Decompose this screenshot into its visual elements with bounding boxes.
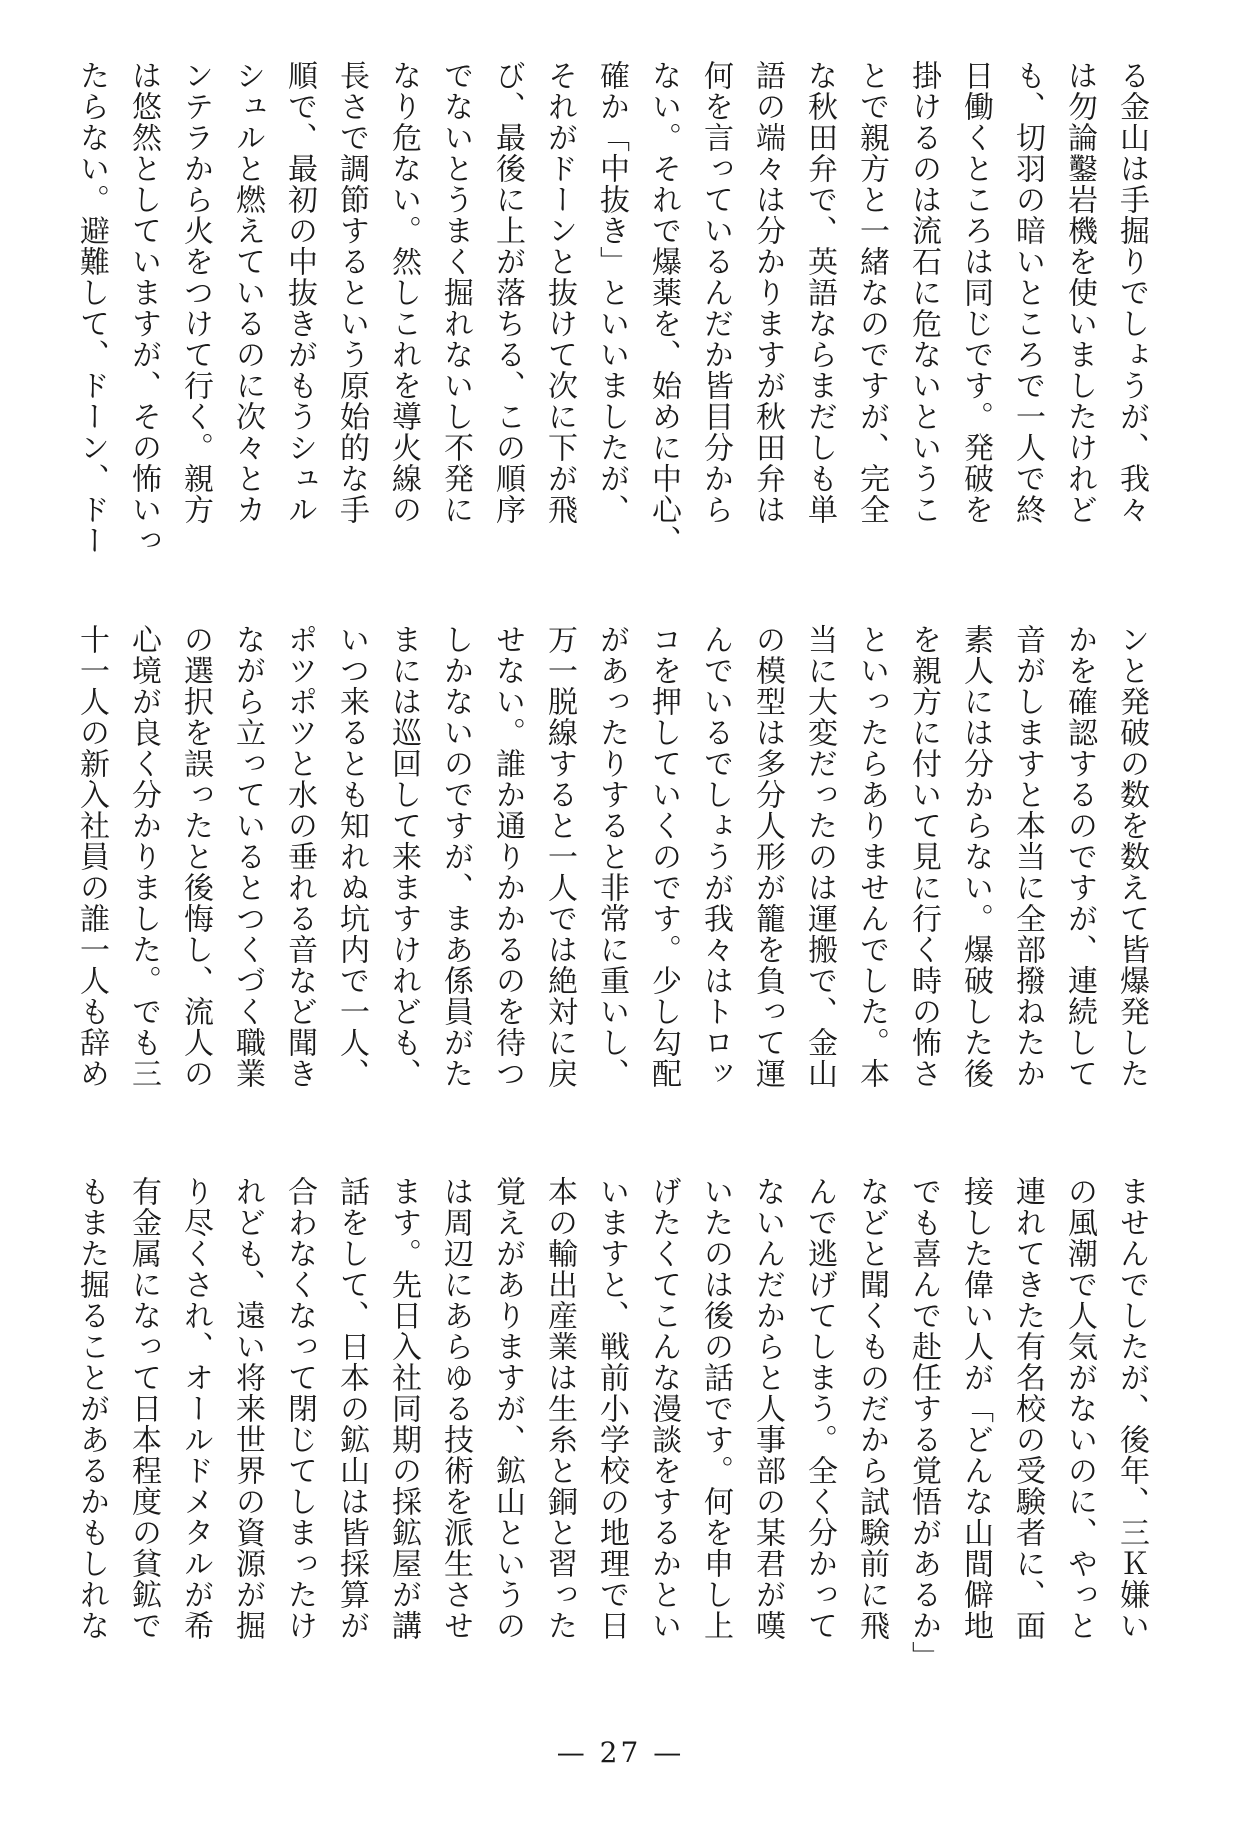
text-column: 十一人の新入社員の誰一人も辞め [74,624,109,1089]
text-column: ないんだからと人事部の某君が嘆 [750,1176,785,1641]
text-column: る金山は手掘りでしょうが、我々 [1114,60,1149,525]
text-column: たらない。避難して、ドーン、ドー [74,60,109,556]
text-band-middle [65,624,1157,1138]
text-column: 連れてきた有名校の受験者に、面 [1010,1176,1045,1641]
text-column: 心境が良く分かりました。でも三 [126,624,161,1089]
text-column: れども、遠い将来世界の資源が掘 [230,1176,265,1641]
text-column: な秋田弁で、英語ならまだしも単 [802,60,837,525]
text-column: しかないのですが、まあ係員がた [438,624,473,1089]
text-column: 長さで調節するという原始的な手 [334,60,369,525]
text-column: 日働くところは同じです。発破を [958,60,993,525]
text-column: の模型は多分人形が籠を負って運 [750,624,785,1089]
text-column: 掛けるのは流石に危ないというこ [906,60,941,525]
text-column: といったらありませんでした。本 [854,624,889,1089]
text-column: いますと、戦前小学校の地理で日 [594,1176,629,1641]
text-column: げたくてこんな漫談をするかとい [646,1176,681,1641]
text-column: んで逃げてしまう。全く分かって [802,1176,837,1641]
text-column: 有金属になって日本程度の貧鉱で [126,1176,161,1641]
text-column: いつ来るとも知れぬ坑内で一人、 [334,624,369,1089]
text-column: ンと発破の数を数えて皆爆発した [1114,624,1149,1089]
text-column: かを確認するのですが、連続して [1062,624,1097,1089]
text-column: を親方に付いて見に行く時の怖さ [906,624,941,1089]
text-column: 話をして、日本の鉱山は皆採算が [334,1176,369,1641]
text-column: び、最後に上が落ちる、この順序 [490,60,525,525]
text-column: などと聞くものだから試験前に飛 [854,1176,889,1641]
text-column: 順で、最初の中抜きがもうシュル [282,60,317,525]
text-column: まには巡回して来ますけれども、 [386,624,421,1089]
text-column: 素人には分からない。爆破した後 [958,624,993,1089]
text-band-bottom [65,1176,1157,1690]
text-column: せない。誰か通りかかるのを待つ [490,624,525,1089]
text-column: ない。それで爆薬を、始めに中心、 [646,60,681,556]
text-column: ませんでしたが、後年、三Ｋ嫌い [1114,1176,1149,1641]
text-column: なり危ない。然しこれを導火線の [386,60,421,525]
text-column: シュルと燃えているのに次々とカ [230,60,265,525]
text-column: それがドーンと抜けて次に下が飛 [542,60,577,525]
text-column: は悠然としていますが、その怖いっ [126,60,161,556]
text-column: 接した偉い人が「どんな山間僻地 [958,1176,993,1641]
text-column: とで親方と一緒なのですが、完全 [854,60,889,525]
page-number: — 27 — [556,1736,685,1769]
text-column: 万一脱線すると一人では絶対に戻 [542,624,577,1089]
text-column: いたのは後の話です。何を申し上 [698,1176,733,1641]
text-column: は周辺にあらゆる技術を派生させ [438,1176,473,1641]
text-column: の風潮で人気がないのに、やっと [1062,1176,1097,1641]
text-column: 何を言っているんだか皆目分から [698,60,733,525]
text-column: でも喜んで赴任する覚悟があるか」 [906,1176,941,1672]
text-column: 本の輸出産業は生糸と銅と習った [542,1176,577,1641]
text-column: があったりすると非常に重いし、 [594,624,629,1089]
text-column: の選択を誤ったと後悔し、流人の [178,624,213,1089]
text-column: 確か「中抜き」といいましたが、 [594,60,629,525]
text-column: 合わなくなって閉じてしまったけ [282,1176,317,1641]
text-column: ンテラから火をつけて行く。親方 [178,60,213,525]
text-column: ながら立っているとつくづく職業 [230,624,265,1089]
text-column: も、切羽の暗いところで一人で終 [1010,60,1045,525]
text-column: んでいるでしょうが我々はトロッ [698,624,733,1089]
text-column: り尽くされ、オールドメタルが希 [178,1176,213,1641]
text-column: ポツポツと水の垂れる音など聞き [282,624,317,1089]
text-column: は勿論鑿岩機を使いましたけれど [1062,60,1097,525]
text-band-top [65,60,1157,574]
text-column: 覚えがありますが、鉱山というの [490,1176,525,1641]
text-column: コを押していくのです。少し勾配 [646,624,681,1089]
text-column: 音がしますと本当に全部撥ねたか [1010,624,1045,1089]
text-column: でないとうまく掘れないし不発に [438,60,473,525]
text-column: もまた掘ることがあるかもしれな [74,1176,109,1641]
text-column: 語の端々は分かりますが秋田弁は [750,60,785,525]
text-column: ます。先日入社同期の採鉱屋が講 [386,1176,421,1641]
text-column: 当に大変だったのは運搬で、金山 [802,624,837,1089]
